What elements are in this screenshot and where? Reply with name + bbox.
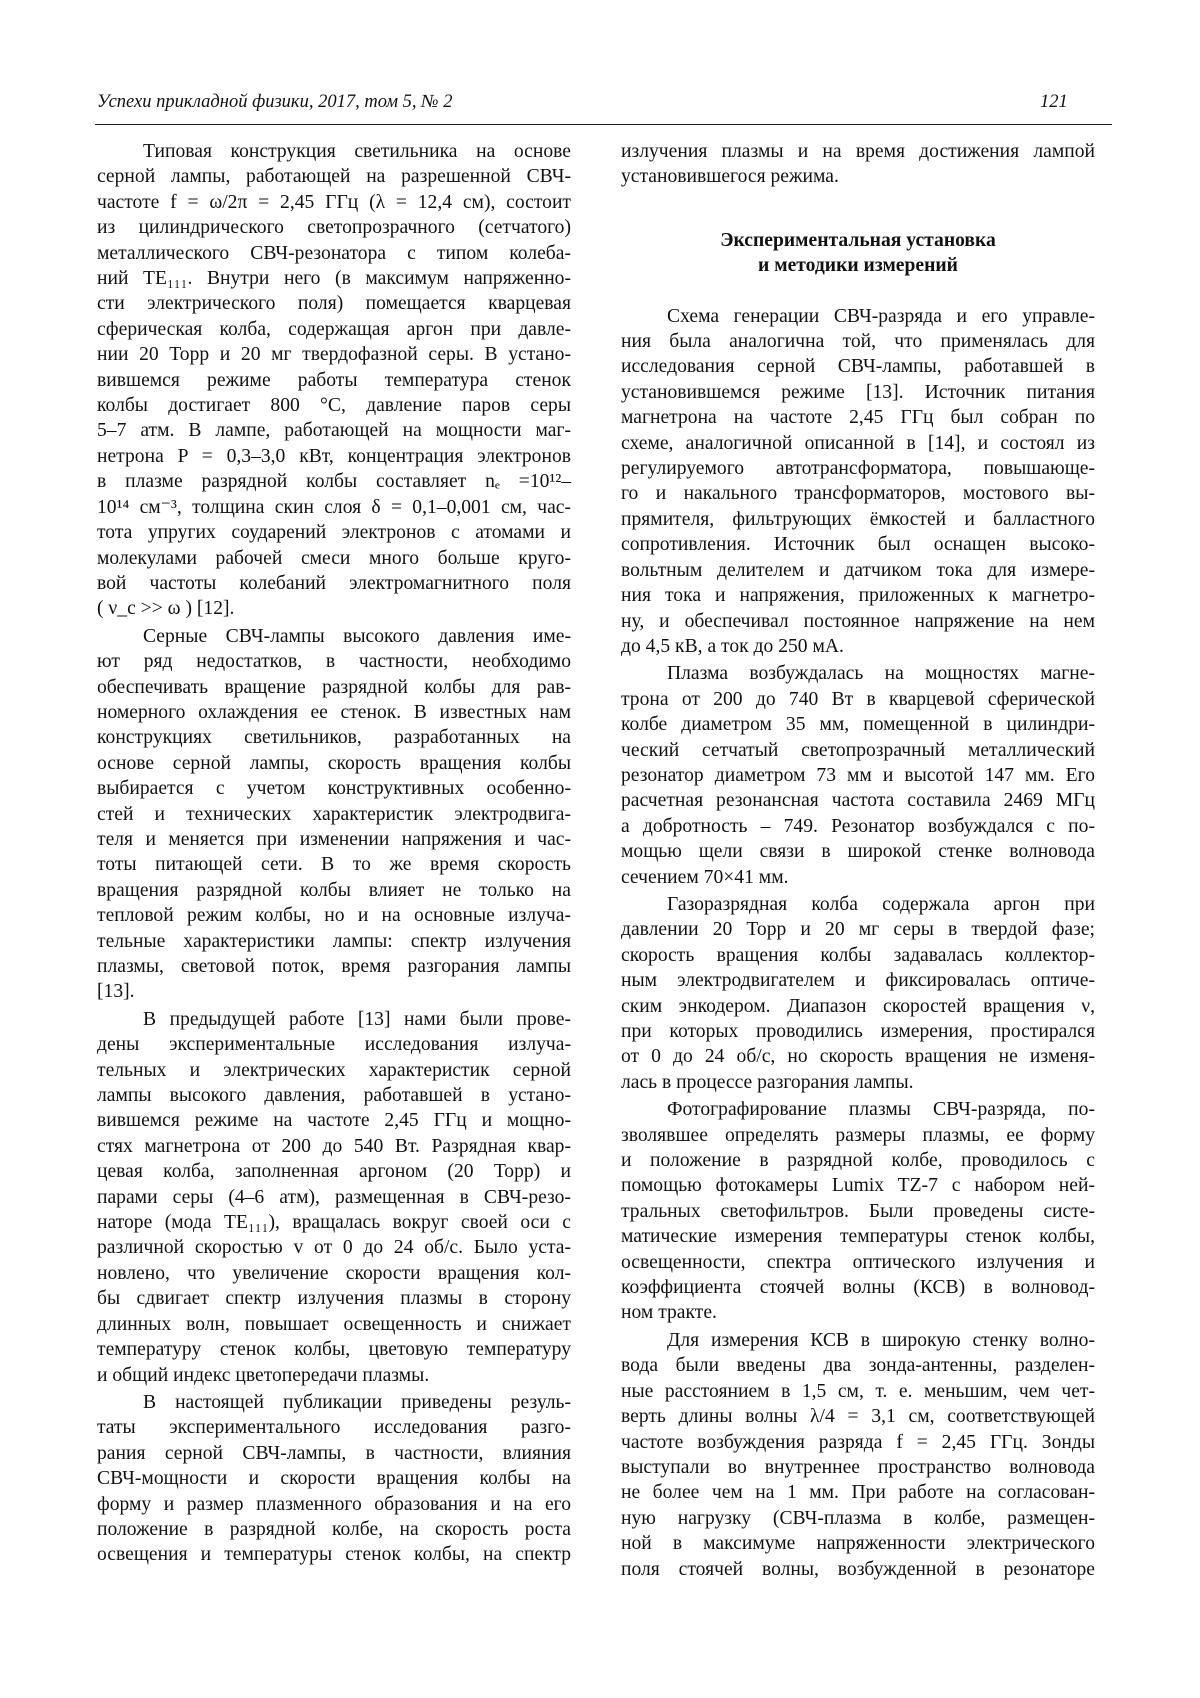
text-line: Схема генерации СВЧ-разряда и его управле- [667, 305, 1095, 327]
text-line: В предыдущей работе [13] нами были прове- [143, 1008, 571, 1030]
text-line: наторе (мода TE₁₁₁), вращалась вокруг своей оси с [97, 1212, 571, 1234]
text-line: установившегося режима. [621, 166, 839, 188]
text-line: ну, и обеспечивал постоянное напряжение на нем [621, 610, 1095, 632]
text-line: ( ν_c >> ω ) [12]. [97, 598, 235, 620]
text-line: Типовая конструкция светильника на основе [143, 141, 571, 162]
paragraph [621, 304, 1095, 660]
text-line: частоте f = ω/2π = 2,45 ГГц (λ = 12,4 см), состоит [97, 191, 571, 213]
text-line: вившемся режиме работы температура стенок [97, 369, 571, 391]
text-line: теля и меняется при изменении напряжения и час- [97, 828, 571, 850]
text-line: резонатор диаметром 73 мм и высотой 147 мм. Его [621, 764, 1095, 786]
text-line: выступали во внутреннее пространство волновода [621, 1456, 1095, 1478]
text-line: прямителя, фильтрующих ёмкостей и балластного [621, 508, 1095, 530]
paragraph [97, 624, 571, 1005]
text-line: ским энкодером. Диапазон скоростей вращения ν, [621, 995, 1095, 1017]
text-line: сечением 70×41 мм. [621, 866, 789, 888]
text-line: освещения и температуры стенок колбы, на спектр [97, 1544, 571, 1566]
text-line: стях магнетрона от 200 до 540 Вт. Разрядная квар- [97, 1135, 571, 1157]
text-line: давлении 20 Торр и 20 мг серы в твердой фазе; [621, 919, 1095, 941]
header-rule [95, 124, 1112, 125]
text-line: помощью фотокамеры Lumix TZ-7 с набором ней- [621, 1175, 1095, 1197]
text-line: различной скоростью v от 0 до 24 об/с. Было уста- [97, 1237, 571, 1259]
text-line: лампы высокого давления, работавшей в устано- [97, 1085, 571, 1107]
text-line: регулируемого автотрансформатора, повышающе- [621, 458, 1095, 480]
text-line: ном тракте. [621, 1302, 717, 1324]
text-line: а добротность – 749. Резонатор возбуждался с по- [621, 815, 1095, 837]
text-line: бы сдвигает спектр излучения плазмы в сторону [97, 1288, 571, 1310]
text-line: СВЧ-мощности и скорости вращения колбы на [97, 1468, 571, 1490]
text-line: номерного охлаждения ее стенок. В известных нам [97, 701, 571, 723]
text-line: исследования серной СВЧ-лампы, работавшей в [621, 356, 1095, 378]
text-line: вольтным делителем и датчиком тока для измере- [621, 559, 1095, 581]
text-line: положение в разрядной колбе, на скорость роста [97, 1518, 571, 1540]
text-line: лась в процессе разгорания лампы. [621, 1071, 914, 1093]
text-line: парами серы (4–6 атм), размещенная в СВЧ-резо- [97, 1186, 571, 1208]
text-line: освещенности, спектра оптического излучения и [621, 1251, 1095, 1273]
text-line: ния была аналогична той, что применялась для [621, 331, 1095, 353]
paragraph-continuation [621, 139, 1095, 190]
text-line: Плазма возбуждалась на мощностях магне- [667, 663, 1095, 685]
text-line: при которых проводились измерения, простирался [621, 1021, 1095, 1042]
text-line: серной лампы, работающей на разрешенной СВЧ- [97, 166, 571, 188]
text-line: ную нагрузку (СВЧ-плазма в колбе, размещен- [621, 1507, 1095, 1529]
section-heading-line: Экспериментальная установка [720, 229, 996, 251]
text-line: зволявшее определять размеры плазмы, ее форму [621, 1124, 1095, 1146]
text-line: сти электрического поля) помещается кварцевая [97, 293, 571, 315]
text-line: ные расстоянием в 1,5 см, т. е. меньшим, чем чет- [621, 1380, 1095, 1402]
text-line: металлического СВЧ-резонатора с типом колеба- [97, 242, 571, 264]
text-line: от 0 до 24 об/с, но скорость вращения не изменя- [621, 1046, 1095, 1068]
text-line: верть длины волны λ/4 = 3,1 см, соответствующей [621, 1406, 1095, 1428]
text-line: и общий индекс цветопередачи плазмы. [97, 1364, 430, 1386]
paragraph [97, 1390, 571, 1568]
text-line: конструкциях светильников, разработанных на [97, 727, 571, 749]
text-line: форму и размер плазменного образования и на его [97, 1493, 571, 1515]
text-line: тельные характеристики лампы: спектр излучения [97, 930, 571, 952]
text-line: коэффициента стоячей волны (КСВ) в волновод- [621, 1277, 1095, 1299]
text-line: ния тока и напряжения, приложенных к магнетро- [621, 585, 1095, 607]
text-line: сферическая колба, содержащая аргон при давле- [97, 318, 571, 340]
text-line: стей и технических характеристик электродвига- [97, 803, 571, 825]
text-line: вой частоты колебаний электромагнитного поля [97, 572, 571, 594]
text-line: выбирается с учетом конструктивных особенно- [97, 778, 571, 800]
text-line: Серные СВЧ-лампы высокого давления име- [143, 625, 571, 647]
text-line: нетрона P = 0,3–3,0 кВт, концентрация электронов [97, 445, 571, 467]
paragraph [621, 892, 1095, 1095]
text-line: из цилиндрического светопрозрачного (сетчатого) [97, 217, 571, 239]
paragraph [97, 139, 571, 622]
text-line: молекулами рабочей смеси много больше круго- [97, 547, 571, 569]
text-line: матические измерения температуры стенок колбы, [621, 1226, 1095, 1248]
text-line: вращения разрядной колбы влияет не только на [97, 879, 571, 901]
text-line: основе серной лампы, скорость вращения колбы [97, 752, 571, 774]
text-line: длинных волн, повышает освещенность и снижает [97, 1313, 571, 1335]
text-line: мощью щели связи в широкой стенке волновода [621, 841, 1095, 863]
text-line: Газоразрядная колба содержала аргон при [667, 893, 1095, 915]
paragraph [621, 1328, 1095, 1582]
text-line: тепловой режим колбы, но и на основные излуча- [97, 905, 571, 927]
text-line: обеспечивать вращение разрядной колбы для рав- [97, 676, 571, 698]
text-line: рания серной СВЧ-лампы, в частности, влияния [97, 1442, 571, 1464]
text-line: го и накального трансформаторов, мостового вы- [621, 483, 1095, 505]
right-paragraphs [621, 304, 1095, 1582]
text-line: вода были введены два зонда-антенны, разделен- [621, 1355, 1095, 1377]
text-line: новлено, что увеличение скорости вращения кол- [97, 1262, 571, 1284]
text-line: дены экспериментальные исследования излуча- [97, 1034, 571, 1056]
text-line: ческий сетчатый светопрозрачный металлический [621, 739, 1095, 761]
text-line: нии 20 Торр и 20 мг твердофазной серы. В устано- [97, 344, 571, 366]
journal-header: Успехи прикладной физики, 2017, том 5, № 2 [97, 92, 453, 112]
text-line: вившемся режиме на частоте 2,45 ГГц и мощно- [97, 1110, 571, 1132]
text-line: таты экспериментального исследования разго- [97, 1417, 571, 1439]
section-heading [621, 228, 1095, 279]
left-column [97, 139, 571, 1570]
text-line: 5–7 атм. В лампе, работающей на мощности маг- [97, 420, 571, 442]
text-line: ной в максимуме напряженности электрического [621, 1533, 1095, 1555]
text-line: не более чем на 1 мм. При работе на согласован- [621, 1482, 1095, 1504]
text-line: ний TE₁₁₁. Внутри него (в максимум напряженно- [97, 268, 571, 290]
text-line: колбы достигает 800 °С, давление паров серы [97, 395, 571, 417]
text-line: В настоящей публикации приведены резуль- [143, 1391, 571, 1413]
text-line: установившемся режиме [13]. Источник питания [621, 381, 1095, 403]
text-line: до 4,5 кВ, а ток до 250 мА. [621, 635, 844, 657]
text-line: скорость вращения колбы задавалась коллектор- [621, 944, 1095, 966]
section-heading-line: и методики измерений [758, 255, 958, 277]
text-line: излучения плазмы и на время достижения лампой [621, 141, 1095, 162]
text-line: ным электродвигателем и фиксировалась оптиче- [621, 970, 1095, 992]
text-line: колбе диаметром 35 мм, помещенной в цилиндри- [621, 714, 1095, 736]
text-line: цевая колба, заполненная аргоном (20 Торр) и [97, 1161, 571, 1183]
text-line: Для измерения КСВ в широкую стенку волно- [667, 1329, 1095, 1351]
text-line: [13]. [97, 981, 135, 1003]
text-line: частоте возбуждения разряда f = 2,45 ГГц. Зонды [621, 1431, 1095, 1453]
paragraph [621, 661, 1095, 890]
text-line: тота упругих соударений электронов с атомами и [97, 522, 571, 544]
text-line: ют ряд недостатков, в частности, необходимо [97, 651, 571, 673]
text-line: в плазме разрядной колбы составляет nₑ =10¹²– [97, 471, 571, 493]
text-line: поля стоячей волны, возбужденной в резонаторе [621, 1558, 1095, 1580]
paragraph [621, 1097, 1095, 1326]
right-column [621, 139, 1095, 1584]
text-line: Фотографирование плазмы СВЧ-разряда, по- [667, 1099, 1095, 1121]
text-line: сопротивления. Источник был оснащен высоко- [621, 534, 1095, 556]
text-line: схеме, аналогичной описанной в [14], и состоял из [621, 432, 1095, 454]
text-line: температуру стенок колбы, цветовую температуру [97, 1339, 571, 1361]
paragraph [97, 1007, 571, 1388]
text-line: трона от 200 до 740 Вт в кварцевой сферической [621, 688, 1095, 710]
text-line: тральных светофильтров. Были проведены систе- [621, 1200, 1095, 1222]
text-line: 10¹⁴ см⁻³, толщина скин слоя δ = 0,1–0,001 см, час- [97, 496, 571, 518]
text-line: и положение в разрядной колбе, проводилось с [621, 1150, 1095, 1172]
text-line: плазмы, световой поток, время разгорания лампы [97, 956, 571, 977]
text-line: тоты питающей сети. В то же время скорость [97, 854, 571, 876]
text-line: тельных и электрических характеристик серной [97, 1059, 571, 1081]
page-number: 121 [1040, 92, 1068, 112]
text-line: расчетная резонансная частота составила 2469 МГц [621, 790, 1095, 812]
text-line: магнетрона на частоте 2,45 ГГц был собран по [621, 407, 1095, 429]
